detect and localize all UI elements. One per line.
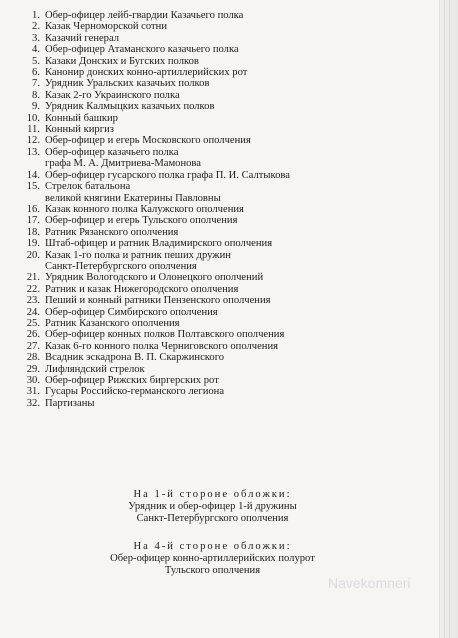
item-title: Пеший и конный ратники Пензенского ополчения bbox=[45, 295, 271, 307]
item-text bbox=[45, 398, 94, 409]
item-title: Обер-офицер казачьего полка bbox=[45, 146, 179, 158]
item-number: 9. bbox=[32, 101, 40, 113]
item-number: 14. bbox=[26, 169, 40, 181]
front-cover-line-2: Санкт-Петербургского ополчения bbox=[136, 513, 289, 524]
item-number: 19. bbox=[26, 238, 40, 250]
list-item bbox=[14, 227, 434, 238]
item-title: Партизаны bbox=[45, 397, 95, 409]
item-text bbox=[45, 341, 278, 352]
list-item bbox=[14, 33, 434, 44]
item-text bbox=[45, 364, 145, 375]
item-number: 10. bbox=[26, 112, 40, 124]
plate-list bbox=[14, 10, 434, 409]
item-title: Обер-офицер и егерь Тульского ополчения bbox=[45, 215, 238, 227]
item-number: 4. bbox=[32, 44, 40, 56]
list-item bbox=[14, 170, 434, 181]
item-text bbox=[45, 318, 180, 329]
list-item bbox=[14, 307, 434, 318]
item-number: 22. bbox=[26, 283, 40, 295]
list-item bbox=[14, 284, 434, 295]
item-title: Конный киргиз bbox=[45, 124, 114, 136]
item-number: 21. bbox=[26, 272, 40, 284]
list-item bbox=[14, 124, 434, 135]
list-item bbox=[14, 375, 434, 386]
item-number: 6. bbox=[32, 67, 40, 79]
list-item bbox=[14, 238, 434, 249]
list-item bbox=[14, 90, 434, 101]
list-item bbox=[14, 135, 434, 146]
item-title: Конный башкир bbox=[45, 112, 118, 124]
item-text bbox=[45, 10, 243, 21]
item-text bbox=[45, 238, 272, 249]
item-number: 18. bbox=[26, 226, 40, 238]
item-text bbox=[45, 135, 251, 146]
list-item bbox=[14, 352, 434, 363]
item-number: 32. bbox=[26, 397, 40, 409]
list-item bbox=[14, 147, 434, 170]
item-text bbox=[45, 78, 209, 89]
list-item bbox=[14, 386, 434, 397]
item-title: Обер-офицер конных полков Полтавского ополчения bbox=[45, 329, 285, 341]
item-text bbox=[45, 44, 239, 55]
list-item bbox=[14, 113, 434, 124]
item-text bbox=[45, 21, 167, 32]
back-cover-line-2: Тульского ополчения bbox=[164, 565, 261, 576]
front-cover-heading: На 1-й стороне обложки: bbox=[133, 489, 292, 500]
list-item bbox=[14, 44, 434, 55]
item-title: Казак конного полка Калужского ополчения bbox=[45, 203, 244, 215]
item-text bbox=[45, 101, 214, 112]
item-number: 31. bbox=[26, 386, 40, 398]
item-title: Урядник Вологодского и Олонецкого ополчений bbox=[45, 272, 264, 284]
list-item bbox=[14, 329, 434, 340]
front-cover-note bbox=[40, 489, 385, 525]
item-text bbox=[45, 295, 271, 306]
item-text bbox=[45, 307, 218, 318]
list-item bbox=[14, 101, 434, 112]
item-text bbox=[45, 204, 244, 215]
item-title: Обер-офицер лейб-гвардии Казачьего полка bbox=[45, 10, 244, 21]
item-text bbox=[45, 284, 238, 295]
item-number: 27. bbox=[26, 340, 40, 352]
item-title: Обер-офицер Рижских биргерских рот bbox=[45, 375, 219, 386]
item-title: Обер-офицер Симбирского ополчения bbox=[45, 306, 218, 318]
item-number: 25. bbox=[26, 317, 40, 329]
item-title: Обер-офицер гусарского полка графа П. И. Салтыкова bbox=[45, 169, 290, 181]
back-cover-note bbox=[40, 541, 385, 577]
item-text bbox=[45, 227, 178, 238]
item-title-continuation: графа М. А. Дмитриева-Мамонова bbox=[45, 158, 201, 170]
item-text bbox=[45, 113, 118, 124]
list-item bbox=[14, 364, 434, 375]
item-title: Лифляндский стрелок bbox=[45, 363, 145, 375]
item-title: Канонир донских конно-артиллерийских рот bbox=[45, 67, 248, 79]
item-number: 30. bbox=[26, 375, 40, 386]
item-text bbox=[45, 386, 224, 397]
item-text bbox=[45, 215, 237, 226]
item-number: 1. bbox=[32, 10, 40, 21]
item-number: 7. bbox=[32, 78, 40, 90]
item-number: 16. bbox=[26, 203, 40, 215]
item-text bbox=[45, 147, 201, 170]
item-title: Обер-офицер и егерь Московского ополчения bbox=[45, 135, 251, 147]
list-item bbox=[14, 318, 434, 329]
item-number: 20. bbox=[26, 249, 40, 261]
list-item bbox=[14, 181, 434, 204]
item-number: 26. bbox=[26, 329, 40, 341]
item-title: Ратник Казанского ополчения bbox=[45, 317, 180, 329]
item-text bbox=[45, 375, 219, 386]
list-item bbox=[14, 215, 434, 226]
item-number: 11. bbox=[27, 124, 40, 136]
item-title: Гусары Российско-германского легиона bbox=[45, 386, 225, 398]
back-cover-heading: На 4-й стороне обложки: bbox=[133, 541, 292, 552]
item-number: 5. bbox=[32, 55, 40, 67]
back-cover-line-1: Обер-офицер конно-артиллерийских полурот bbox=[110, 553, 315, 564]
item-text bbox=[45, 272, 263, 283]
item-title: Казак 1-го полка и ратник пеших дружин bbox=[45, 249, 231, 261]
item-text bbox=[45, 33, 119, 44]
list-item bbox=[14, 56, 434, 67]
list-item bbox=[14, 67, 434, 78]
list-item bbox=[14, 250, 434, 273]
item-text bbox=[45, 90, 180, 101]
item-title: Казаки Донских и Бугских полков bbox=[45, 55, 199, 67]
item-title: Ратник и казак Нижегородского ополчения bbox=[45, 283, 239, 295]
list-item bbox=[14, 78, 434, 89]
item-number: 8. bbox=[32, 89, 40, 101]
item-number: 13. bbox=[26, 146, 40, 158]
item-number: 15. bbox=[26, 181, 40, 193]
front-cover-line-1: Урядник и обер-офицер 1-й дружины bbox=[128, 501, 297, 512]
item-number: 12. bbox=[26, 135, 40, 147]
item-title: Урядник Калмыцких казачьих полков bbox=[45, 101, 215, 113]
item-number: 23. bbox=[26, 295, 40, 307]
list-item bbox=[14, 272, 434, 283]
item-text bbox=[45, 250, 231, 273]
item-number: 29. bbox=[26, 363, 40, 375]
item-number: 3. bbox=[32, 32, 40, 44]
item-title-continuation: великой княгини Екатерины Павловны bbox=[45, 192, 221, 204]
item-text bbox=[45, 67, 247, 78]
item-text bbox=[45, 124, 114, 135]
watermark: Navekomneri bbox=[328, 575, 411, 591]
list-item bbox=[14, 204, 434, 215]
item-number: 24. bbox=[26, 306, 40, 318]
page-edge bbox=[439, 0, 458, 638]
item-text bbox=[45, 170, 290, 181]
list-item bbox=[14, 21, 434, 32]
item-title: Урядник Уральских казачьих полков bbox=[45, 78, 210, 90]
item-title: Штаб-офицер и ратник Владимирского ополчения bbox=[45, 238, 273, 250]
item-number: 17. bbox=[26, 215, 40, 227]
item-title: Всадник эскадрона В. П. Скаржинского bbox=[45, 352, 225, 364]
item-number: 2. bbox=[32, 21, 40, 33]
item-title: Казак 6-го конного полка Черниговского ополчения bbox=[45, 340, 279, 352]
item-title: Казачий генерал bbox=[45, 32, 120, 44]
item-text bbox=[45, 181, 221, 204]
item-text bbox=[45, 329, 284, 340]
list-item bbox=[14, 341, 434, 352]
item-title: Ратник Рязанского ополчения bbox=[45, 226, 179, 238]
item-text bbox=[45, 56, 199, 67]
item-number: 28. bbox=[26, 352, 40, 364]
item-title: Обер-офицер Атаманского казачьего полка bbox=[45, 44, 239, 56]
item-title: Казак Черноморской сотни bbox=[45, 21, 168, 33]
item-title: Стрелок батальона bbox=[45, 181, 131, 193]
item-title: Казак 2-го Украинского полка bbox=[45, 89, 180, 101]
list-item bbox=[14, 398, 434, 409]
list-item bbox=[14, 295, 434, 306]
list-item bbox=[14, 10, 434, 21]
item-text bbox=[45, 352, 224, 363]
item-title-continuation: Санкт-Петербургского ополчения bbox=[45, 260, 197, 272]
